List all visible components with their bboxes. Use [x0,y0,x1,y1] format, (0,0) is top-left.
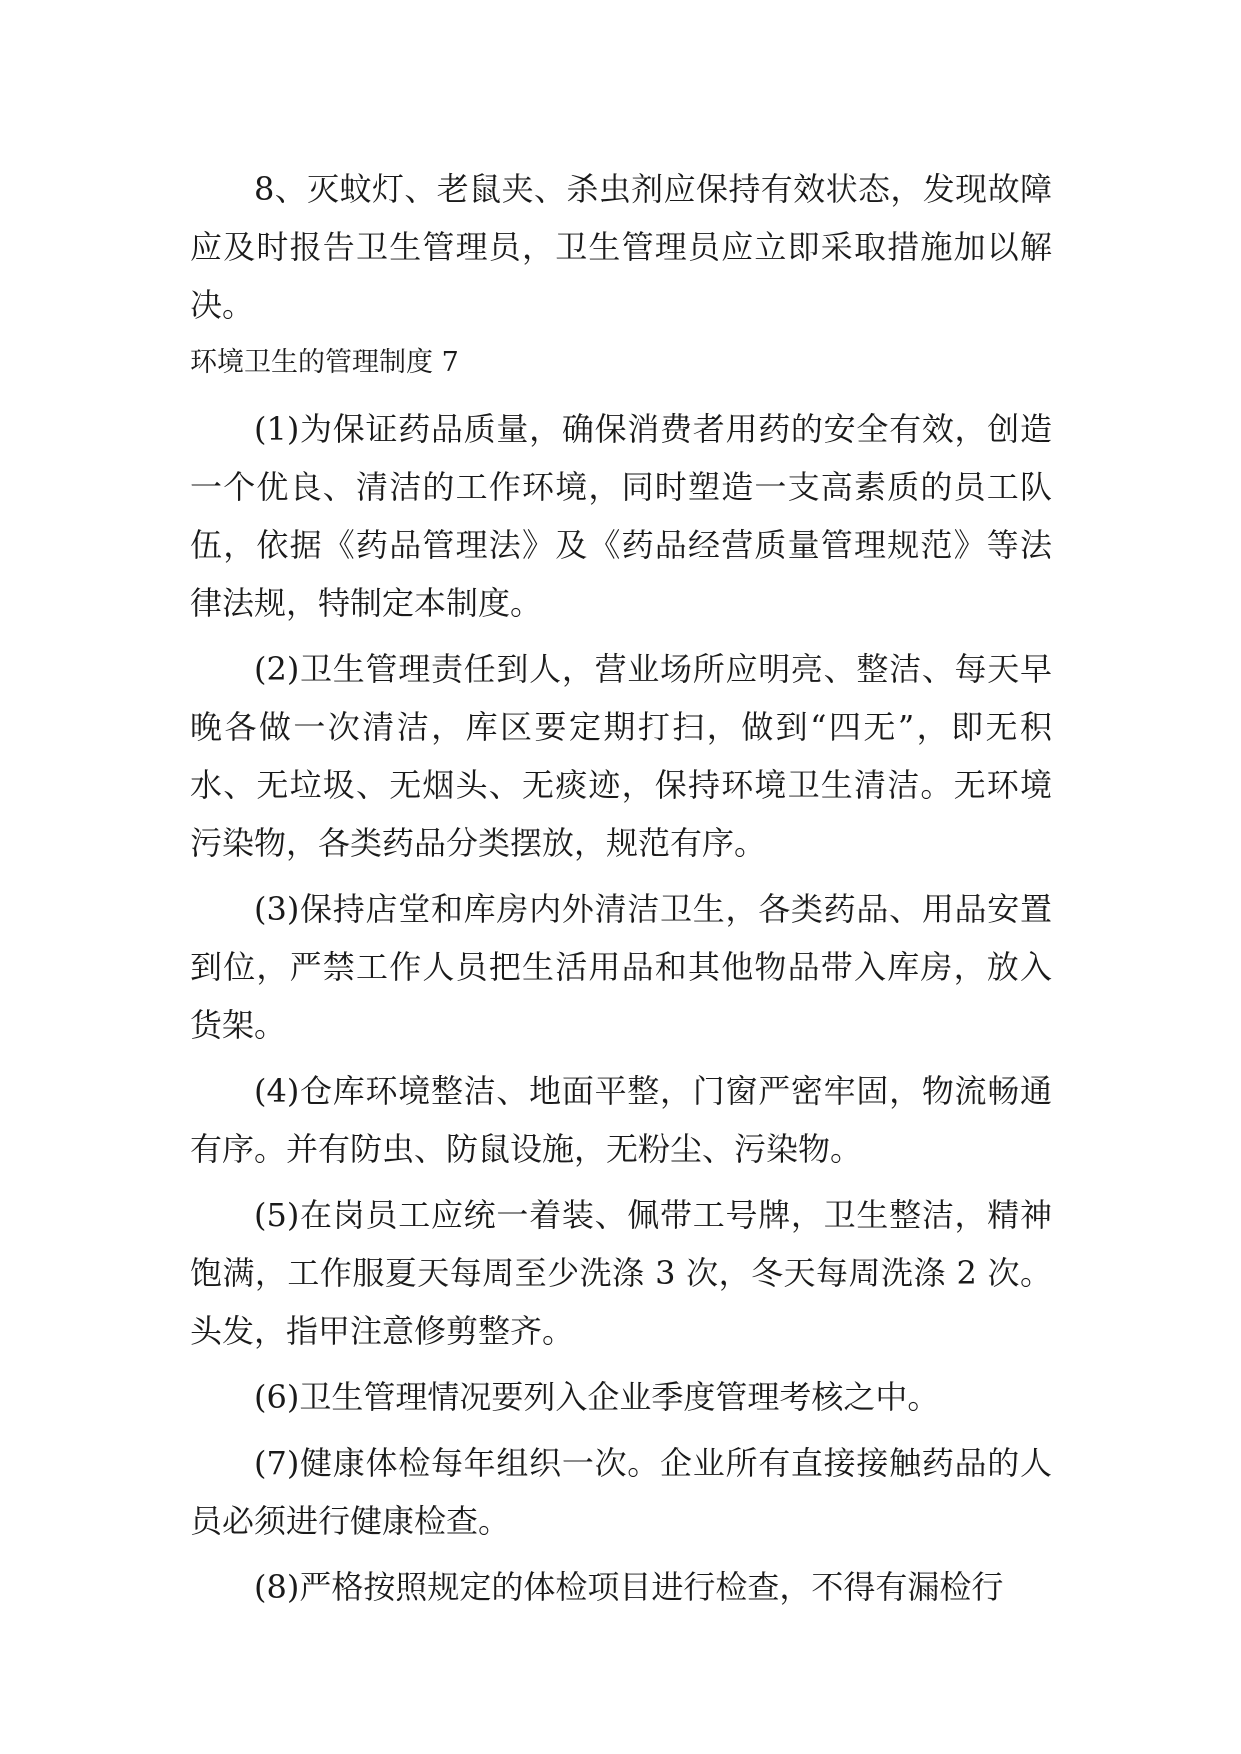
paragraph-3: (3)保持店堂和库房内外清洁卫生，各类药品、用品安置到位，严禁工作人员把生活用品和其他物品带入库房，放入货架。 [190,890,1052,1044]
paragraph-1: (1)为保证药品质量，确保消费者用药的安全有效，创造一个优良、清洁的工作环境，同时塑造一支高素质的员工队伍，依据《药品管理法》及《药品经营质量管理规范》等法律法规，特制定本制度。 [190,410,1052,622]
paragraph-8: (8)严格按照规定的体检项目进行检查，不得有漏检行 [254,1568,1004,1606]
paragraph-6: (6)卫生管理情况要列入企业季度管理考核之中。 [254,1378,940,1416]
paragraph-7: (7)健康体检每年组织一次。企业所有直接接触药品的人员必须进行健康检查。 [190,1444,1052,1540]
paragraph-2: (2)卫生管理责任到人，营业场所应明亮、整洁、每天早晚各做一次清洁，库区要定期打扫，做到“四无”，即无积水、无垃圾、无烟头、无痰迹，保持环境卫生清洁。无环境污染物，各类药品分类摆放，规范有序。 [190,650,1052,862]
paragraph-4: (4)仓库环境整洁、地面平整，门窗严密牢固，物流畅通有序。并有防虫、防鼠设施，无粉尘、污染物。 [190,1072,1052,1168]
section-title: 环境卫生的管理制度 7 [190,347,459,378]
document-page [190,160,1052,1624]
paragraph-5: (5)在岗员工应统一着装、佩带工号牌，卫生整洁，精神饱满，工作服夏天每周至少洗涤 3 次，冬天每周洗涤 2 次。头发，指甲注意修剪整齐。 [190,1196,1052,1350]
paragraph-item-8: 8、灭蚊灯、老鼠夹、杀虫剂应保持有效状态，发现故障应及时报告卫生管理员，卫生管理员应立即采取措施加以解决。 [190,170,1052,324]
